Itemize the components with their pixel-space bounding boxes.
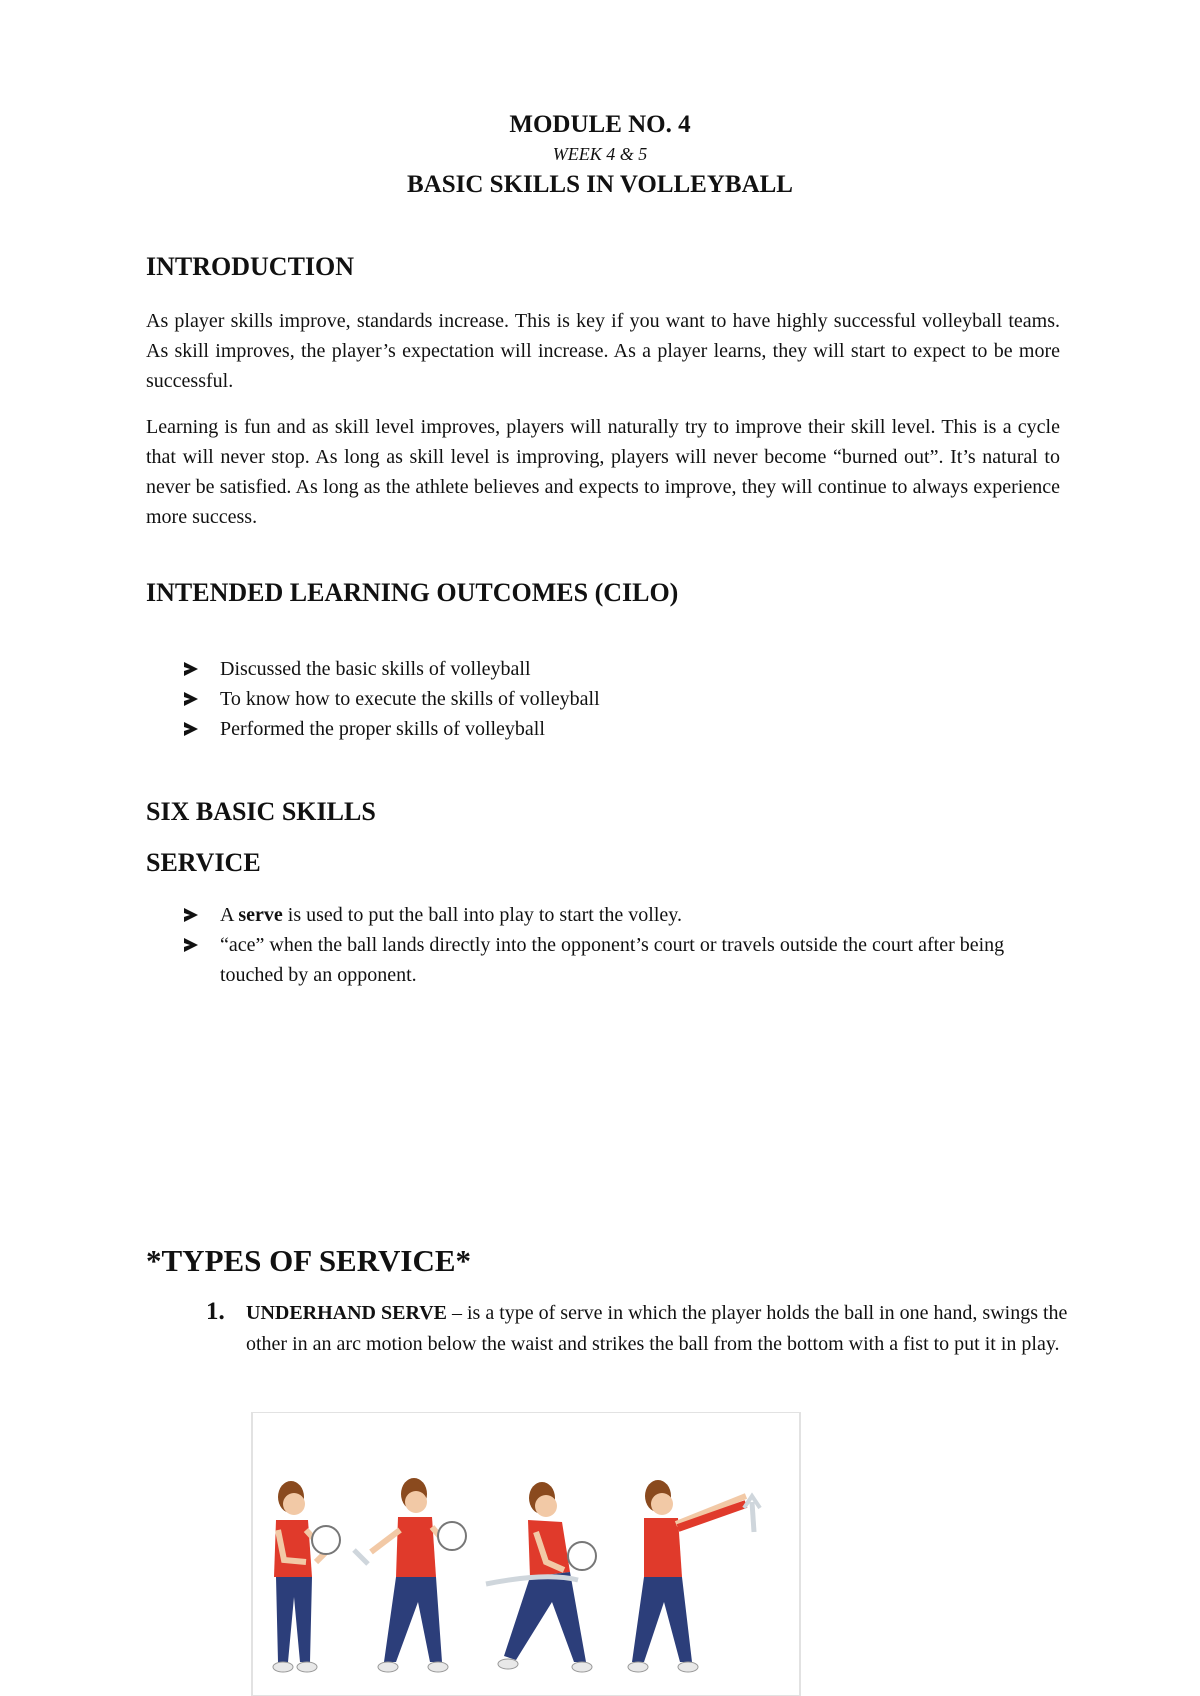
underhand-serve-term: UNDERHAND SERVE bbox=[246, 1302, 447, 1324]
six-basic-skills-heading: SIX BASIC SKILLS bbox=[146, 797, 376, 826]
outcomes-heading: INTENDED LEARNING OUTCOMES (CILO) bbox=[146, 578, 679, 607]
module-title: MODULE NO. 4 bbox=[509, 111, 691, 138]
outcomes-list bbox=[180, 654, 1060, 744]
illustration-frame bbox=[252, 1412, 800, 1696]
introduction-paragraph-1: As player skills improve, standards increase. This is key if you want to have highly successful volleyball teams. As skill improves, the player’s expectation will increase. As a player learns, they will start to expect to be more successful. bbox=[146, 310, 1060, 392]
introduction-paragraph-2: Learning is fun and as skill level improves, players will naturally try to improve their skill level. This is a cycle that will never stop. As long as skill level is improving, players will never become “burned out”. It’s natural to never be satisfied. As long as the athlete believes and expects to improve, they will continue to always experience more success. bbox=[146, 416, 1060, 528]
list-item: “ace” when the ball lands directly into the opponent’s court or travels outside the court after being touched by an opponent. bbox=[180, 930, 1050, 990]
service-list bbox=[180, 900, 1050, 990]
list-item: Performed the proper skills of volleyball bbox=[180, 714, 1060, 744]
underhand-serve-sequence-illustration bbox=[246, 1412, 806, 1696]
list-item: Discussed the basic skills of volleyball bbox=[180, 654, 1060, 684]
introduction-heading: INTRODUCTION bbox=[146, 252, 355, 281]
arrow-bullet-icon bbox=[184, 692, 198, 706]
module-subtitle: BASIC SKILLS IN VOLLEYBALL bbox=[407, 171, 793, 198]
underhand-serve-item bbox=[206, 1298, 1076, 1360]
list-item: A serve is used to put the ball into play to start the volley. bbox=[180, 900, 1050, 930]
arrow-bullet-icon bbox=[184, 662, 198, 676]
arrow-bullet-icon bbox=[184, 938, 198, 952]
item-number: 1. bbox=[206, 1298, 225, 1325]
list-item: To know how to execute the skills of volleyball bbox=[180, 684, 1060, 714]
underhand-serve-description: – is a type of serve in which the player holds the ball in one hand, swings the other in an arc motion below the waist and strikes the ball from the bottom with a fist to put it in play. bbox=[246, 1302, 1068, 1355]
arrow-bullet-icon bbox=[184, 722, 198, 736]
arrow-bullet-icon bbox=[184, 908, 198, 922]
types-of-service-heading: *TYPES OF SERVICE* bbox=[146, 1243, 472, 1278]
service-heading: SERVICE bbox=[146, 848, 261, 877]
week-label: WEEK 4 & 5 bbox=[552, 144, 648, 164]
